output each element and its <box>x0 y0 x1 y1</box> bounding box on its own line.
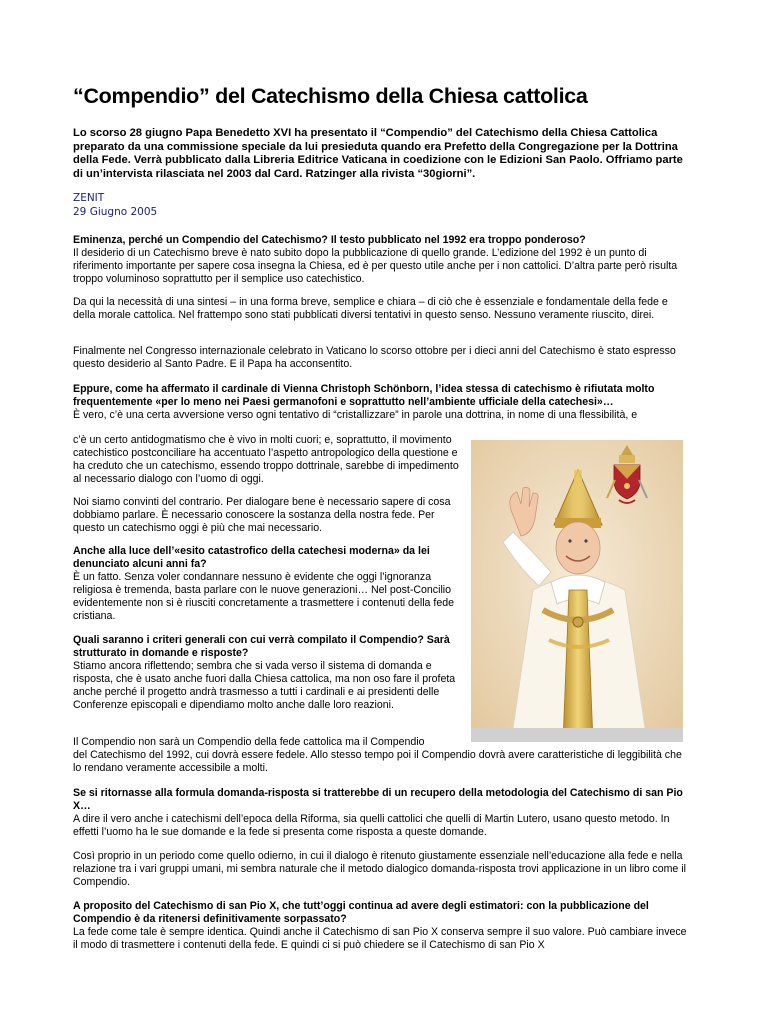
interview-section <box>73 234 693 286</box>
answer-paragraph: Finalmente nel Congresso internazionale celebrato in Vaticano lo scorso ottobre per i dieci anni del Catechismo è stato espresso questo desiderio al Santo Padre. E il Papa ha acconsentito. <box>73 345 676 370</box>
interview-question: Se si ritornasse alla formula domanda-risposta si tratterebbe di un recupero della metodologia del Catechismo di san Pio X… <box>73 787 683 812</box>
page-title: “Compendio” del Catechismo della Chiesa cattolica <box>73 84 588 108</box>
pope-illustration <box>471 440 683 742</box>
interview-question: Quali saranno i criteri generali con cui verrà compilato il Compendio? Sarà strutturato in domande e risposte? <box>73 634 450 659</box>
interview-question: A proposito del Catechismo di san Pio X, che tutt’oggi continua ad avere degli estimatori: con la pubblicazione del Compendio è da ritenersi definitivamente sorpassato? <box>73 900 649 925</box>
photo-bottom-bar <box>471 728 683 742</box>
intro-paragraph: Lo scorso 28 giugno Papa Benedetto XVI ha presentato il “Compendio” del Catechismo della Chiesa Cattolica preparato da una commissione speciale da lui presieduta quando era Prefetto della Congregazione per la Dottrina della Fede. Verrà pubblicato dalla Libreria Editrice Vaticana in coedizione con le Edizioni San Paolo. Offriamo parte di un’intervista rilasciata nel 2003 dal Card. Ratzinger alla rivista “30giorni”. <box>73 127 683 180</box>
publication-date: 29 Giugno 2005 <box>73 206 158 218</box>
interview-question: Eppure, come ha affermato il cardinale di Vienna Christoph Schönborn, l’idea stessa di catechismo è rifiutata molto frequentemente «per lo meno nei Paesi germanofoni e soprattutto nell’ambiente ufficiale della catechesi»… <box>73 383 655 408</box>
source-name: ZENIT <box>73 192 105 204</box>
interview-question: Eminenza, perché un Compendio del Catechismo? Il testo pubblicato nel 1992 era troppo ponderoso? <box>73 234 586 246</box>
answer-paragraph: del Catechismo del 1992, cui dovrà essere fedele. Allo stesso tempo poi il Compendio dovrà avere caratteristiche di leggibilità che lo rendano veramente accessibile a molti. <box>73 749 682 774</box>
interview-section <box>73 545 468 622</box>
answer-paragraph: c’è un certo antidogmatismo che è vivo in molti cuori; e, soprattutto, il movimento catechistico postconciliare ha accentuato l’aspetto antropologico della questione e ha creduto che un catechismo, essendo troppo dottrinale, sarebbe di impedimento al necessario dialogo con l’uomo di oggi. <box>73 434 459 485</box>
answer-paragraph: È un fatto. Senza voler condannare nessuno è evidente che oggi l’ignoranza religiosa è tremenda, basta parlare con le nuove generazioni… Nel post-Concilio evidentemente non si è riusciti concretamente a trasmettere i contenuti della fede cristiana. <box>73 570 454 622</box>
answer-paragraph: È vero, c’è una certa avversione verso ogni tentativo di “cristallizzare” in parole una dottrina, in nome di una flessibilità, e <box>73 408 638 421</box>
interview-section <box>73 787 693 839</box>
vestments <box>511 575 647 742</box>
source-block <box>73 191 157 219</box>
interview-section <box>73 383 693 422</box>
answer-paragraph: Noi siamo convinti del contrario. Per dialogare bene è necessario sapere di cosa dobbiamo parlare. È necessario conoscere la sostanza della nostra fede. Per questo un catechismo oggi è più che mai necessario. <box>73 496 451 534</box>
answer-paragraph: Da qui la necessità di una sintesi – in una forma breve, semplice e chiara – di ciò che è essenziale e fondamentale della fede e della morale cattolica. Nel frattempo sono stati pubblicati diversi tentativi in questo senso. Nessuno veramente riuscito, direi. <box>73 296 668 321</box>
answer-paragraph: Così proprio in un periodo come quello odierno, in cui il dialogo è ritenuto giustamente essenziale nell’educazione alla fede e nella relazione tra i vari gruppi umani, mi sembra naturale che il metodo dialogico domanda-risposta trovi applicazione in un libro come il Compendio. <box>73 850 686 888</box>
answer-paragraph: Il desiderio di un Catechismo breve è nato subito dopo la pubblicazione di quello grande. L’edizione del 1992 è un punto di riferimento importante per sapere cosa insegna la Chiesa, ed è per questo utile anche per i non cattolici. D’altra parte però risulta troppo voluminoso soprattutto per il semplice uso catechistico. <box>73 246 678 285</box>
interview-section <box>73 634 468 711</box>
interview-question: Anche alla luce dell’«esito catastrofico della catechesi moderna» da lei denunciato alcuni anni fa? <box>73 545 430 570</box>
face <box>556 522 600 574</box>
answer-paragraph: Stiamo ancora riflettendo; sembra che si vada verso il sistema di domanda e risposta, che è usato anche fuori dalla Chiesa cattolica, ma non oso fare il profeta anche perché il progetto andrà trasmesso a tutti i cardinali e ai presidenti delle Conferenze episcopali e dipendiamo molto anche dalle loro reazioni. <box>73 659 456 711</box>
pope-portrait-image <box>471 440 683 742</box>
answer-paragraph: Il Compendio non sarà un Compendio della fede cattolica ma il Compendio <box>73 736 425 748</box>
answer-paragraph: La fede come tale è sempre identica. Quindi anche il Catechismo di san Pio X conserva sempre il suo valore. Può cambiare invece il modo di trasmettere i contenuti della fede. E quindi ci si può chiedere se il Catechismo di san Pio X <box>73 925 687 951</box>
answer-paragraph: A dire il vero anche i catechismi dell’epoca della Riforma, sia quelli cattolici che quelli di Martin Lutero, usano questo metodo. In effetti l’uomo ha le sue domande e la fede si presenta come risposta a queste domande. <box>73 812 670 838</box>
interview-section <box>73 900 693 952</box>
